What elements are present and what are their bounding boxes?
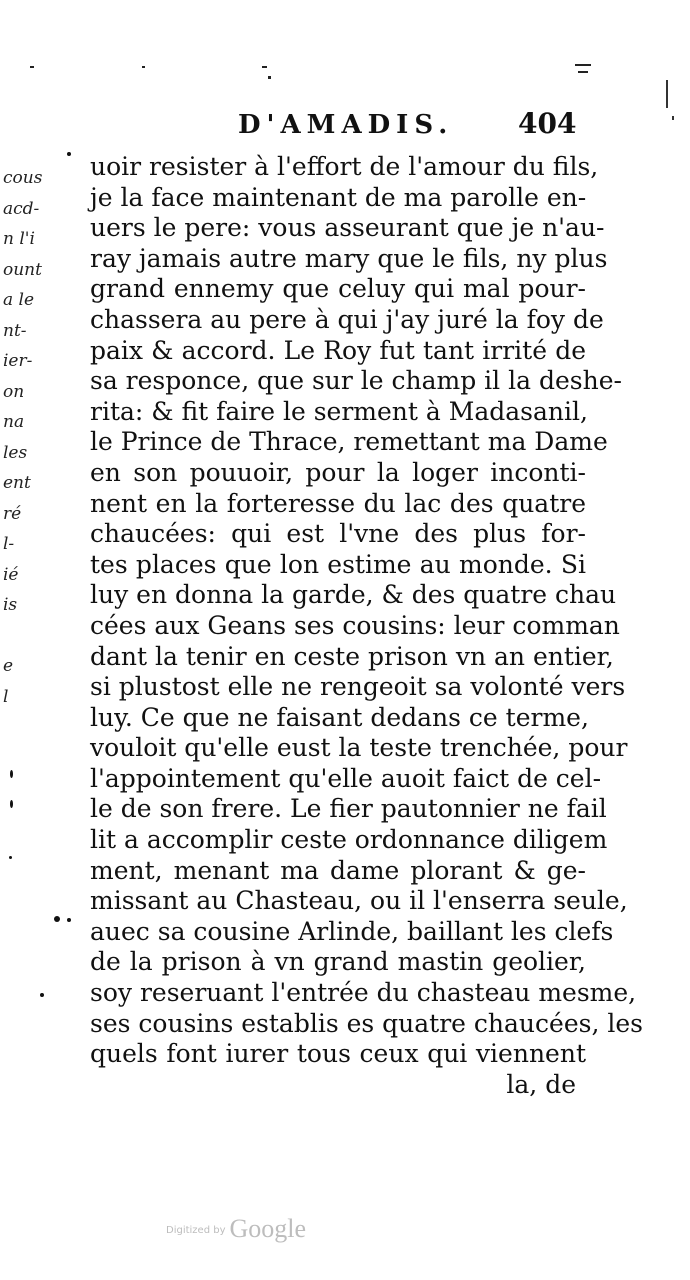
text-line: luy. Ce que ne faisant dedans ce terme,	[90, 702, 589, 732]
left-margin-fragments	[3, 163, 43, 712]
scan-speck	[142, 66, 145, 68]
text-line: cées aux Geans ses cousins: leur comman	[90, 610, 620, 640]
digitization-watermark	[166, 1214, 306, 1244]
stray-dot	[10, 770, 13, 778]
margin-fragment: acd-	[3, 198, 40, 219]
text-line: de la prison à vn grand mastin geolier,	[90, 947, 586, 977]
stray-dot	[10, 800, 13, 808]
right-margin-mark	[672, 116, 674, 120]
body-text	[90, 152, 643, 1100]
margin-fragment: nt-	[3, 320, 27, 341]
scan-speck	[268, 76, 271, 79]
margin-fragment: n l'i	[3, 229, 35, 249]
text-line: tes places que lon estime au monde. Si	[90, 549, 586, 579]
margin-fragment	[3, 621, 43, 652]
stray-dot	[9, 856, 12, 859]
text-line: missant au Chasteau, ou il l'enserra seule,	[90, 886, 628, 916]
text-line: chassera au pere à qui j'ay juré la foy de	[90, 304, 604, 334]
stray-dot	[67, 918, 71, 922]
text-line: quels font iurer tous ceux qui viennent	[90, 1039, 586, 1069]
stray-dot	[67, 152, 71, 156]
margin-fragment: cous	[3, 168, 43, 188]
text-line: uers le pere: vous asseurant que je n'au-	[90, 213, 605, 243]
text-line: uoir resister à l'effort de l'amour du fils,	[90, 152, 599, 181]
page-number: 404	[518, 107, 577, 140]
text-line: ment, menant ma dame plorant & ge-	[90, 855, 586, 885]
text-line: ses cousins establis es quatre chaucées, les	[90, 1008, 643, 1038]
margin-fragment: a le	[3, 290, 35, 310]
margin-fragment: les	[3, 442, 28, 463]
margin-fragment: l	[3, 686, 9, 707]
text-line: grand ennemy que celuy qui mal pour-	[90, 274, 586, 304]
text-line: si plustost elle ne rengeoit sa volonté vers	[90, 672, 626, 702]
text-line: je la face maintenant de ma parolle en-	[90, 182, 587, 212]
text-line: nent en la forteresse du lac des quatre	[90, 488, 586, 518]
margin-fragment: on	[3, 381, 25, 402]
margin-fragment: ier-	[3, 351, 33, 371]
text-line: dant la tenir en ceste prison vn an entier,	[90, 641, 614, 671]
scan-speck	[30, 66, 34, 68]
text-line: vouloit qu'elle eust la teste trenchée, pour	[90, 733, 628, 763]
margin-fragment: ent	[3, 473, 31, 493]
text-line: l'appointement qu'elle auoit faict de cel-	[90, 763, 602, 793]
text-line: le de son frere. Le fier pautonnier ne fail	[90, 794, 607, 824]
google-logo: Google	[229, 1214, 307, 1243]
text-line: auec sa cousine Arlinde, baillant les clefs	[90, 916, 614, 946]
scan-speck	[262, 66, 267, 68]
text-line: soy reseruant l'entrée du chasteau mesme,	[90, 978, 637, 1008]
margin-fragment: na	[3, 412, 25, 432]
text-line: rita: & fit faire le serment à Madasanil,	[90, 396, 588, 426]
right-margin-mark	[666, 80, 668, 108]
watermark-prefix: Digitized by	[166, 1225, 226, 1236]
text-line: en son pouuoir, pour la loger inconti-	[90, 457, 586, 487]
text-line: ray jamais autre mary que le fils, ny plus	[90, 243, 608, 273]
margin-fragment: is	[3, 595, 18, 615]
text-line: chaucées: qui est l'vne des plus for-	[90, 519, 586, 549]
stray-dot	[54, 916, 60, 922]
text-line: luy en donna la garde, & des quatre chau	[90, 580, 617, 610]
scan-speck	[575, 64, 591, 66]
stray-dot	[40, 993, 44, 997]
text-line: le Prince de Thrace, remettant ma Dame	[90, 427, 608, 457]
text-line: paix & accord. Le Roy fut tant irrité de	[90, 335, 586, 365]
running-head-title: D'AMADIS.	[238, 110, 454, 140]
catchword: la, de	[506, 1069, 576, 1099]
text-line: sa responce, que sur le champ il la deshe-	[90, 366, 622, 396]
margin-fragment: l-	[3, 534, 15, 554]
margin-fragment: e	[3, 656, 14, 676]
margin-fragment: ount	[3, 259, 42, 280]
margin-fragment: ié	[3, 564, 19, 585]
text-line: lit a accomplir ceste ordonnance diligem	[90, 825, 608, 855]
scan-speck	[578, 71, 588, 73]
margin-fragment: ré	[3, 503, 22, 524]
